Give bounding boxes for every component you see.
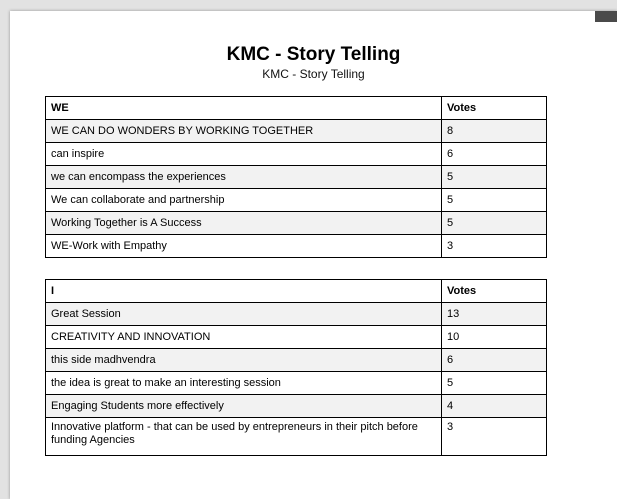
document-page	[10, 11, 617, 499]
vote-count: 3	[442, 235, 547, 258]
document-subtitle: KMC - Story Telling	[262, 67, 365, 81]
response-text: the idea is great to make an interesting session	[46, 372, 442, 395]
response-text: Innovative platform - that can be used by entrepreneurs in their pitch before funding Agencies	[46, 418, 442, 456]
we-votes-table	[45, 96, 547, 258]
table-row	[46, 120, 547, 143]
response-text: Great Session	[46, 303, 442, 326]
vote-count: 13	[442, 303, 547, 326]
response-text: Engaging Students more effectively	[46, 395, 442, 418]
response-text: WE CAN DO WONDERS BY WORKING TOGETHER	[46, 120, 442, 143]
vote-count: 6	[442, 349, 547, 372]
response-text: We can collaborate and partnership	[46, 189, 442, 212]
table-row	[46, 395, 547, 418]
table-row	[46, 143, 547, 166]
response-text: WE-Work with Empathy	[46, 235, 442, 258]
i-votes-table	[45, 279, 547, 456]
page-corner-shade	[595, 11, 617, 22]
vote-count: 10	[442, 326, 547, 349]
table-row	[46, 303, 547, 326]
vote-count: 5	[442, 372, 547, 395]
column-header-i: I	[46, 280, 442, 303]
vote-count: 5	[442, 166, 547, 189]
vote-count: 8	[442, 120, 547, 143]
table-row	[46, 189, 547, 212]
response-text: can inspire	[46, 143, 442, 166]
response-text: Working Together is A Success	[46, 212, 442, 235]
table-row	[46, 166, 547, 189]
table-header-row	[46, 280, 547, 303]
table-row	[46, 372, 547, 395]
response-text: we can encompass the experiences	[46, 166, 442, 189]
column-header-votes: Votes	[442, 280, 547, 303]
column-header-we: WE	[46, 97, 442, 120]
table-row	[46, 418, 547, 456]
table-row	[46, 212, 547, 235]
vote-count: 5	[442, 189, 547, 212]
response-text: this side madhvendra	[46, 349, 442, 372]
vote-count: 5	[442, 212, 547, 235]
vote-count: 3	[442, 418, 547, 456]
table-row	[46, 235, 547, 258]
vote-count: 4	[442, 395, 547, 418]
table-header-row	[46, 97, 547, 120]
vote-count: 6	[442, 143, 547, 166]
document-title: KMC - Story Telling	[226, 44, 401, 65]
table-row	[46, 349, 547, 372]
response-text: CREATIVITY AND INNOVATION	[46, 326, 442, 349]
column-header-votes: Votes	[442, 97, 547, 120]
table-row	[46, 326, 547, 349]
